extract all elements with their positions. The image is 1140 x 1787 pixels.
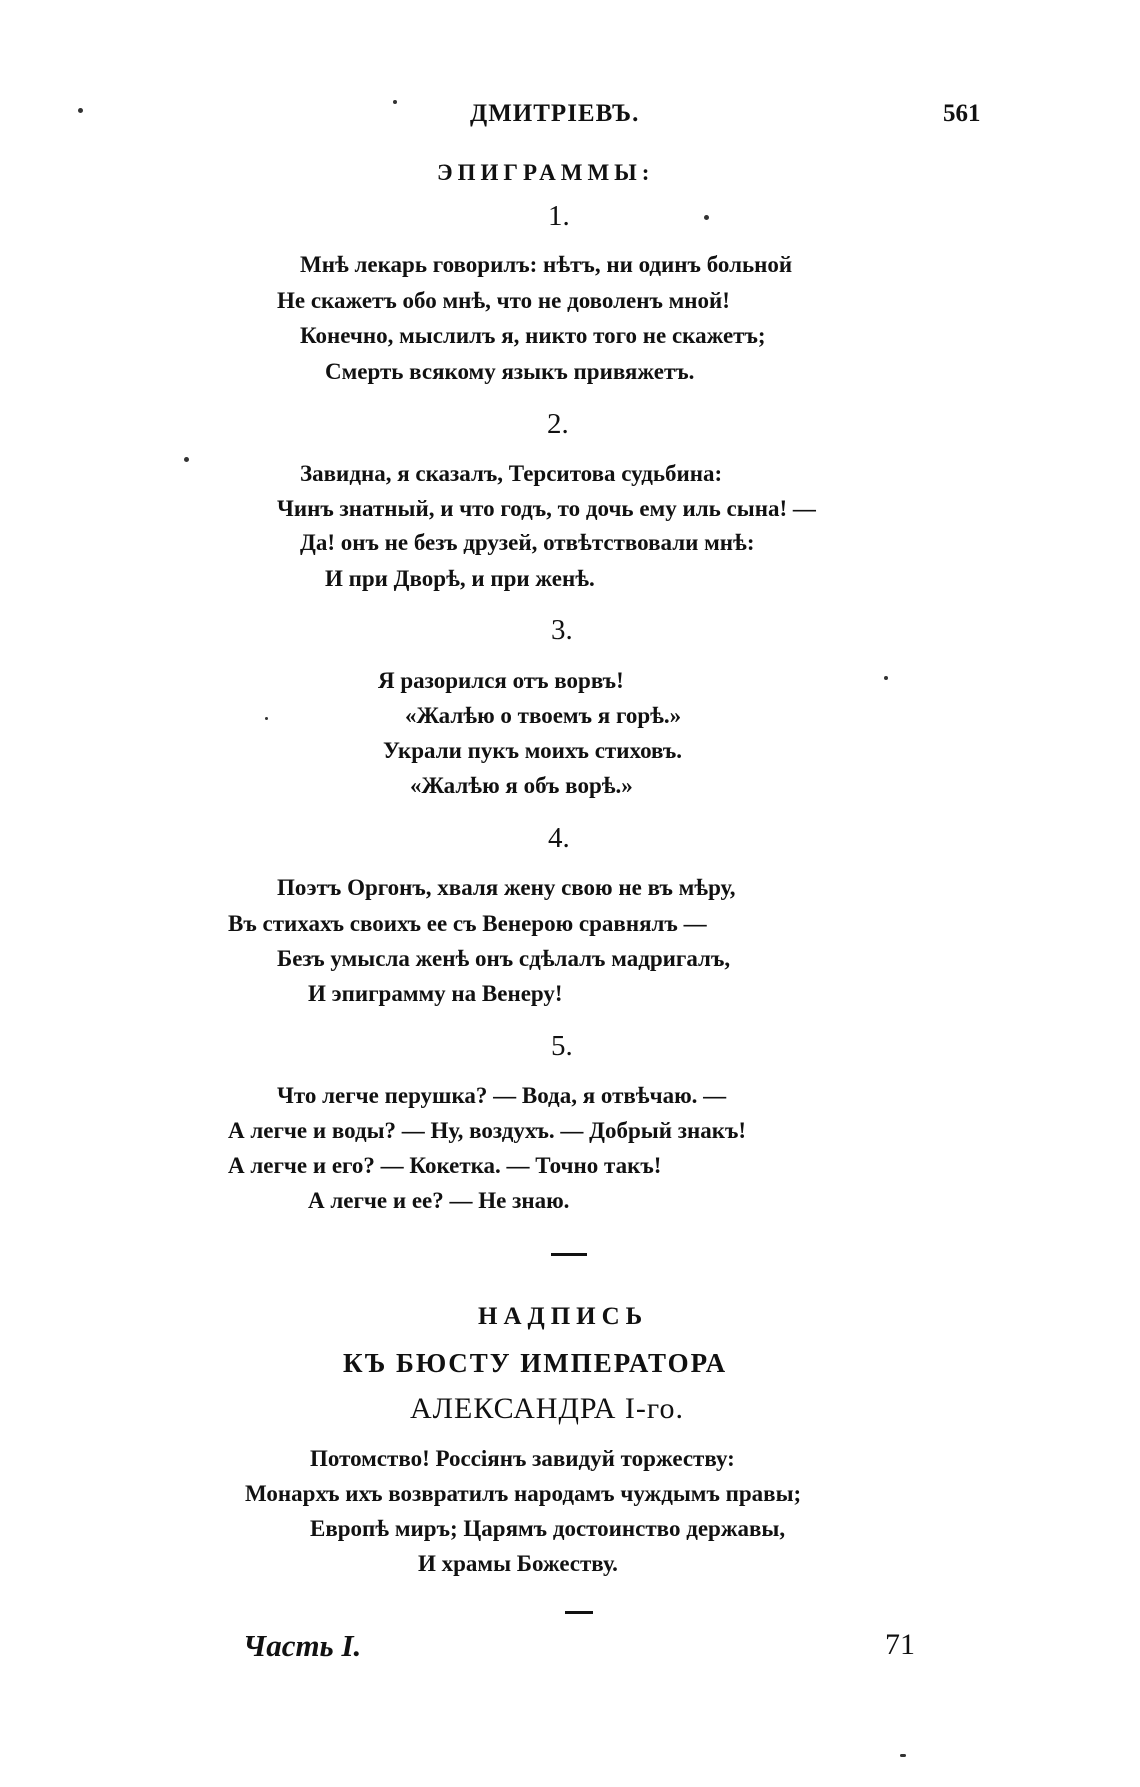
scan-speck	[393, 100, 397, 104]
epigram-number: 3.	[551, 614, 573, 646]
verse-line: Мнѣ лекарь говорилъ: нѣтъ, ни одинъ больной	[300, 252, 793, 277]
verse-line: А легче и воды? — Ну, воздухъ. — Добрый знакъ!	[228, 1118, 747, 1143]
verse-line: Монархъ ихъ возвратилъ народамъ чуждымъ правы;	[245, 1481, 802, 1506]
scan-speck	[265, 717, 268, 720]
verse-line: Да! онъ не безъ друзей, отвѣтствовали мнѣ:	[300, 530, 755, 555]
verse-line: А легче и ее? — Не знаю.	[308, 1188, 570, 1213]
scan-speck	[184, 457, 189, 462]
verse-line: Европѣ миръ; Царямъ достоинство державы,	[310, 1516, 786, 1541]
verse-line: И храмы Божеству.	[418, 1551, 618, 1576]
verse-line: И эпиграмму на Венеру!	[308, 981, 563, 1006]
verse-line: Не скажетъ обо мнѣ, что не доволенъ мной!	[277, 288, 730, 313]
section-title: ЭПИГРАММЫ:	[437, 160, 655, 185]
verse-line: Въ стихахъ своихъ ее съ Венерою сравнялъ —	[228, 911, 707, 936]
inscription-heading: НАДПИСЬ	[478, 1303, 649, 1330]
inscription-name: АЛЕКСАНДРА I-го.	[410, 1392, 684, 1425]
verse-line: Безъ умысла женѣ онъ сдѣлалъ мадригалъ,	[277, 946, 731, 971]
verse-line: Завидна, я сказалъ, Терситова судьбина:	[300, 461, 723, 486]
verse-line: Потомство! Россіянъ завидуй торжеству:	[310, 1446, 735, 1471]
sheet-signature: 71	[885, 1628, 915, 1661]
scan-speck	[78, 108, 83, 113]
verse-line: Чинъ знатный, и что годъ, то дочь ему иль сына! —	[277, 496, 816, 521]
end-divider	[565, 1611, 593, 1614]
scan-speck	[900, 1754, 906, 1757]
verse-line: Украли пукъ моихъ стиховъ.	[383, 738, 683, 763]
verse-line: Смерть всякому языкъ привяжетъ.	[325, 359, 695, 384]
verse-line: «Жалѣю о твоемъ я горѣ.»	[405, 703, 682, 728]
verse-line: Что легче перушка? — Вода, я отвѣчаю. —	[277, 1083, 727, 1108]
section-divider	[551, 1253, 587, 1256]
epigram-number: 5.	[551, 1030, 573, 1062]
part-signature: Часть I.	[243, 1628, 362, 1663]
page-number: 561	[943, 100, 981, 127]
verse-line: И при Дворѣ, и при женѣ.	[325, 566, 595, 591]
verse-line: «Жалѣю я объ ворѣ.»	[410, 773, 633, 798]
verse-line: Я разорился отъ ворвъ!	[378, 668, 624, 693]
verse-line: А легче и его? — Кокетка. — Точно такъ!	[228, 1153, 662, 1178]
epigram-number: 2.	[547, 408, 569, 440]
epigram-number: 4.	[548, 822, 570, 854]
verse-line: Конечно, мыслилъ я, никто того не скажетъ;	[300, 323, 766, 348]
scan-speck	[704, 215, 709, 220]
scan-speck	[884, 676, 888, 680]
inscription-subheading: КЪ БЮСТУ ИМПЕРАТОРА	[343, 1348, 728, 1378]
running-head-title: ДМИТРІЕВЪ.	[470, 100, 640, 127]
verse-line: Поэтъ Оргонъ, хваля жену свою не въ мѣру,	[277, 875, 736, 900]
epigram-number: 1.	[548, 200, 570, 232]
